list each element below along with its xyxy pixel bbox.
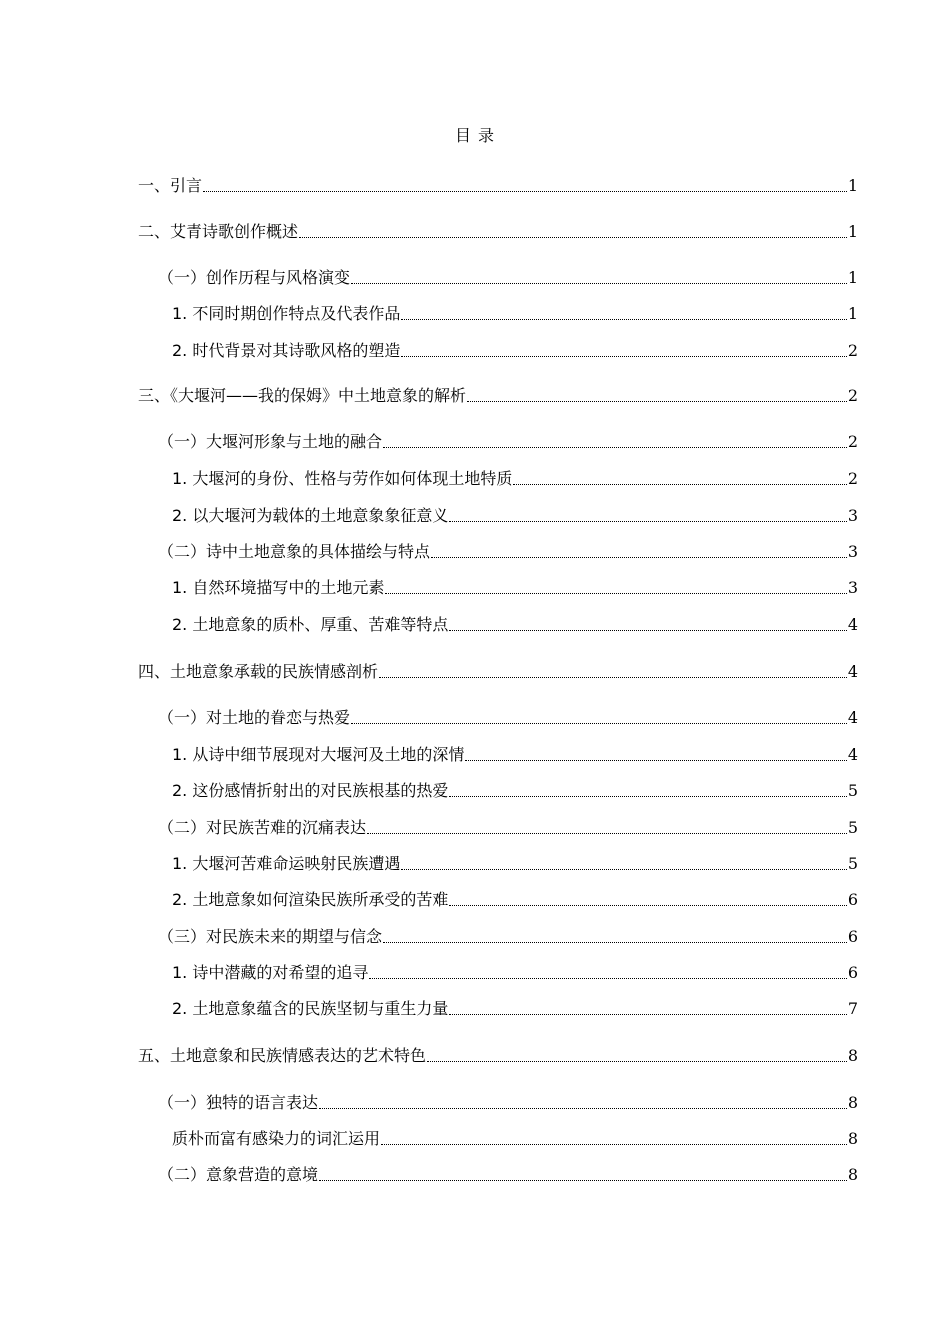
toc-page-number: 5	[847, 854, 858, 873]
dot-leader	[379, 677, 847, 678]
toc-entry-text: 1. 从诗中细节展现对大堰河及土地的深情	[172, 745, 465, 764]
toc-page-number: 2	[847, 432, 858, 451]
toc-entry	[138, 218, 858, 242]
toc-entry-text: 1. 诗中潜藏的对希望的追寻	[172, 963, 369, 982]
toc-page-number: 7	[847, 999, 858, 1018]
toc-entry-text: 五、土地意象和民族情感表达的艺术特色	[138, 1046, 427, 1065]
toc-entry	[158, 538, 858, 562]
toc-entry	[172, 959, 858, 983]
toc-entry	[138, 1042, 858, 1066]
toc-page-number: 6	[847, 963, 858, 982]
dot-leader	[383, 447, 847, 448]
toc-page-number: 1	[847, 176, 858, 195]
toc-entry-text: （一）大堰河形象与土地的融合	[158, 432, 383, 451]
toc-page-number: 1	[847, 304, 858, 323]
toc-entry-text: 2. 土地意象的质朴、厚重、苦难等特点	[172, 615, 449, 634]
toc-page-number: 5	[847, 781, 858, 800]
dot-leader	[449, 905, 846, 906]
toc-page-number: 6	[847, 890, 858, 909]
dot-leader	[449, 796, 846, 797]
dot-leader	[299, 237, 847, 238]
toc-page-number: 2	[847, 469, 858, 488]
toc-entry	[158, 428, 858, 452]
toc-page-number: 2	[847, 341, 858, 360]
toc-entry-text: 1. 不同时期创作特点及代表作品	[172, 304, 401, 323]
dot-leader	[319, 1180, 847, 1181]
toc-entry	[138, 382, 858, 406]
toc-entry-text: 2. 时代背景对其诗歌风格的塑造	[172, 341, 401, 360]
toc-page-number: 3	[847, 578, 858, 597]
toc-entry-text: 2. 土地意象蕴含的民族坚韧与重生力量	[172, 999, 449, 1018]
toc-entry-text: 一、引言	[138, 176, 203, 195]
toc-page-number: 3	[847, 542, 858, 561]
toc-entry-text: 三、《大堰河——我的保姆》中土地意象的解析	[138, 386, 467, 405]
toc-entry-text: （一）独特的语言表达	[158, 1093, 319, 1112]
dot-leader	[513, 484, 846, 485]
toc-entry	[172, 465, 858, 489]
dot-leader	[381, 1144, 847, 1145]
dot-leader	[431, 557, 847, 558]
toc-entry	[172, 886, 858, 910]
dot-leader	[467, 401, 847, 402]
dot-leader	[383, 942, 847, 943]
toc-entry	[172, 300, 858, 324]
toc-entry-text: 1. 大堰河苦难命运映射民族遭遇	[172, 854, 401, 873]
toc-entry	[172, 502, 858, 526]
toc-page-number: 2	[847, 386, 858, 405]
toc-entry-text: （三）对民族未来的期望与信念	[158, 927, 383, 946]
toc-entry-text: （一）对土地的眷恋与热爱	[158, 708, 351, 727]
toc-entry-text: （一）创作历程与风格演变	[158, 268, 351, 287]
toc-entry	[172, 741, 858, 765]
toc-entry-text: 质朴而富有感染力的词汇运用	[172, 1129, 381, 1148]
toc-entry	[172, 1125, 858, 1149]
toc-entry	[172, 995, 858, 1019]
toc-page-number: 4	[847, 708, 858, 727]
toc-entry	[172, 611, 858, 635]
toc-page-number: 8	[847, 1165, 858, 1184]
toc-entry-text: 2. 土地意象如何渲染民族所承受的苦难	[172, 890, 449, 909]
dot-leader	[351, 723, 847, 724]
toc-page-number: 1	[847, 268, 858, 287]
toc-page-number: 1	[847, 222, 858, 241]
toc-page-number: 6	[847, 927, 858, 946]
toc-entry	[138, 172, 858, 196]
dot-leader	[203, 191, 847, 192]
dot-leader	[369, 978, 846, 979]
dot-leader	[319, 1108, 847, 1109]
toc-entry-text: 1. 大堰河的身份、性格与劳作如何体现土地特质	[172, 469, 513, 488]
dot-leader	[367, 833, 847, 834]
dot-leader	[401, 869, 846, 870]
toc-entry	[172, 777, 858, 801]
dot-leader	[427, 1061, 847, 1062]
toc-title: 目 录	[454, 126, 496, 145]
dot-leader	[351, 283, 847, 284]
toc-entry	[158, 704, 858, 728]
toc-page-number: 4	[847, 662, 858, 681]
dot-leader	[449, 521, 846, 522]
dot-leader	[401, 319, 846, 320]
toc-entry	[172, 850, 858, 874]
toc-entry	[158, 1089, 858, 1113]
toc-entry	[158, 264, 858, 288]
toc-entry	[158, 814, 858, 838]
dot-leader	[385, 593, 846, 594]
toc-page-number: 8	[847, 1093, 858, 1112]
toc-entry-text: 1. 自然环境描写中的土地元素	[172, 578, 385, 597]
toc-entry-text: 二、艾青诗歌创作概述	[138, 222, 299, 241]
dot-leader	[401, 356, 846, 357]
toc-entry	[158, 923, 858, 947]
toc-entry-text: 2. 这份感情折射出的对民族根基的热爱	[172, 781, 449, 800]
toc-entry-text: 四、土地意象承载的民族情感剖析	[138, 662, 379, 681]
dot-leader	[465, 760, 846, 761]
toc-page-number: 4	[847, 615, 858, 634]
toc-entry-text: （二）诗中土地意象的具体描绘与特点	[158, 542, 431, 561]
dot-leader	[449, 630, 846, 631]
toc-page-number: 5	[847, 818, 858, 837]
toc-entry-text: 2. 以大堰河为载体的土地意象象征意义	[172, 506, 449, 525]
dot-leader	[449, 1014, 846, 1015]
toc-entry-text: （二）对民族苦难的沉痛表达	[158, 818, 367, 837]
toc-entry	[138, 658, 858, 682]
toc-entry-text: （二）意象营造的意境	[158, 1165, 319, 1184]
toc-page-number: 3	[847, 506, 858, 525]
toc-page-number: 8	[847, 1046, 858, 1065]
toc-page-number: 4	[847, 745, 858, 764]
toc-entry	[158, 1161, 858, 1185]
toc-entry	[172, 337, 858, 361]
toc-page-number: 8	[847, 1129, 858, 1148]
toc-entry	[172, 574, 858, 598]
